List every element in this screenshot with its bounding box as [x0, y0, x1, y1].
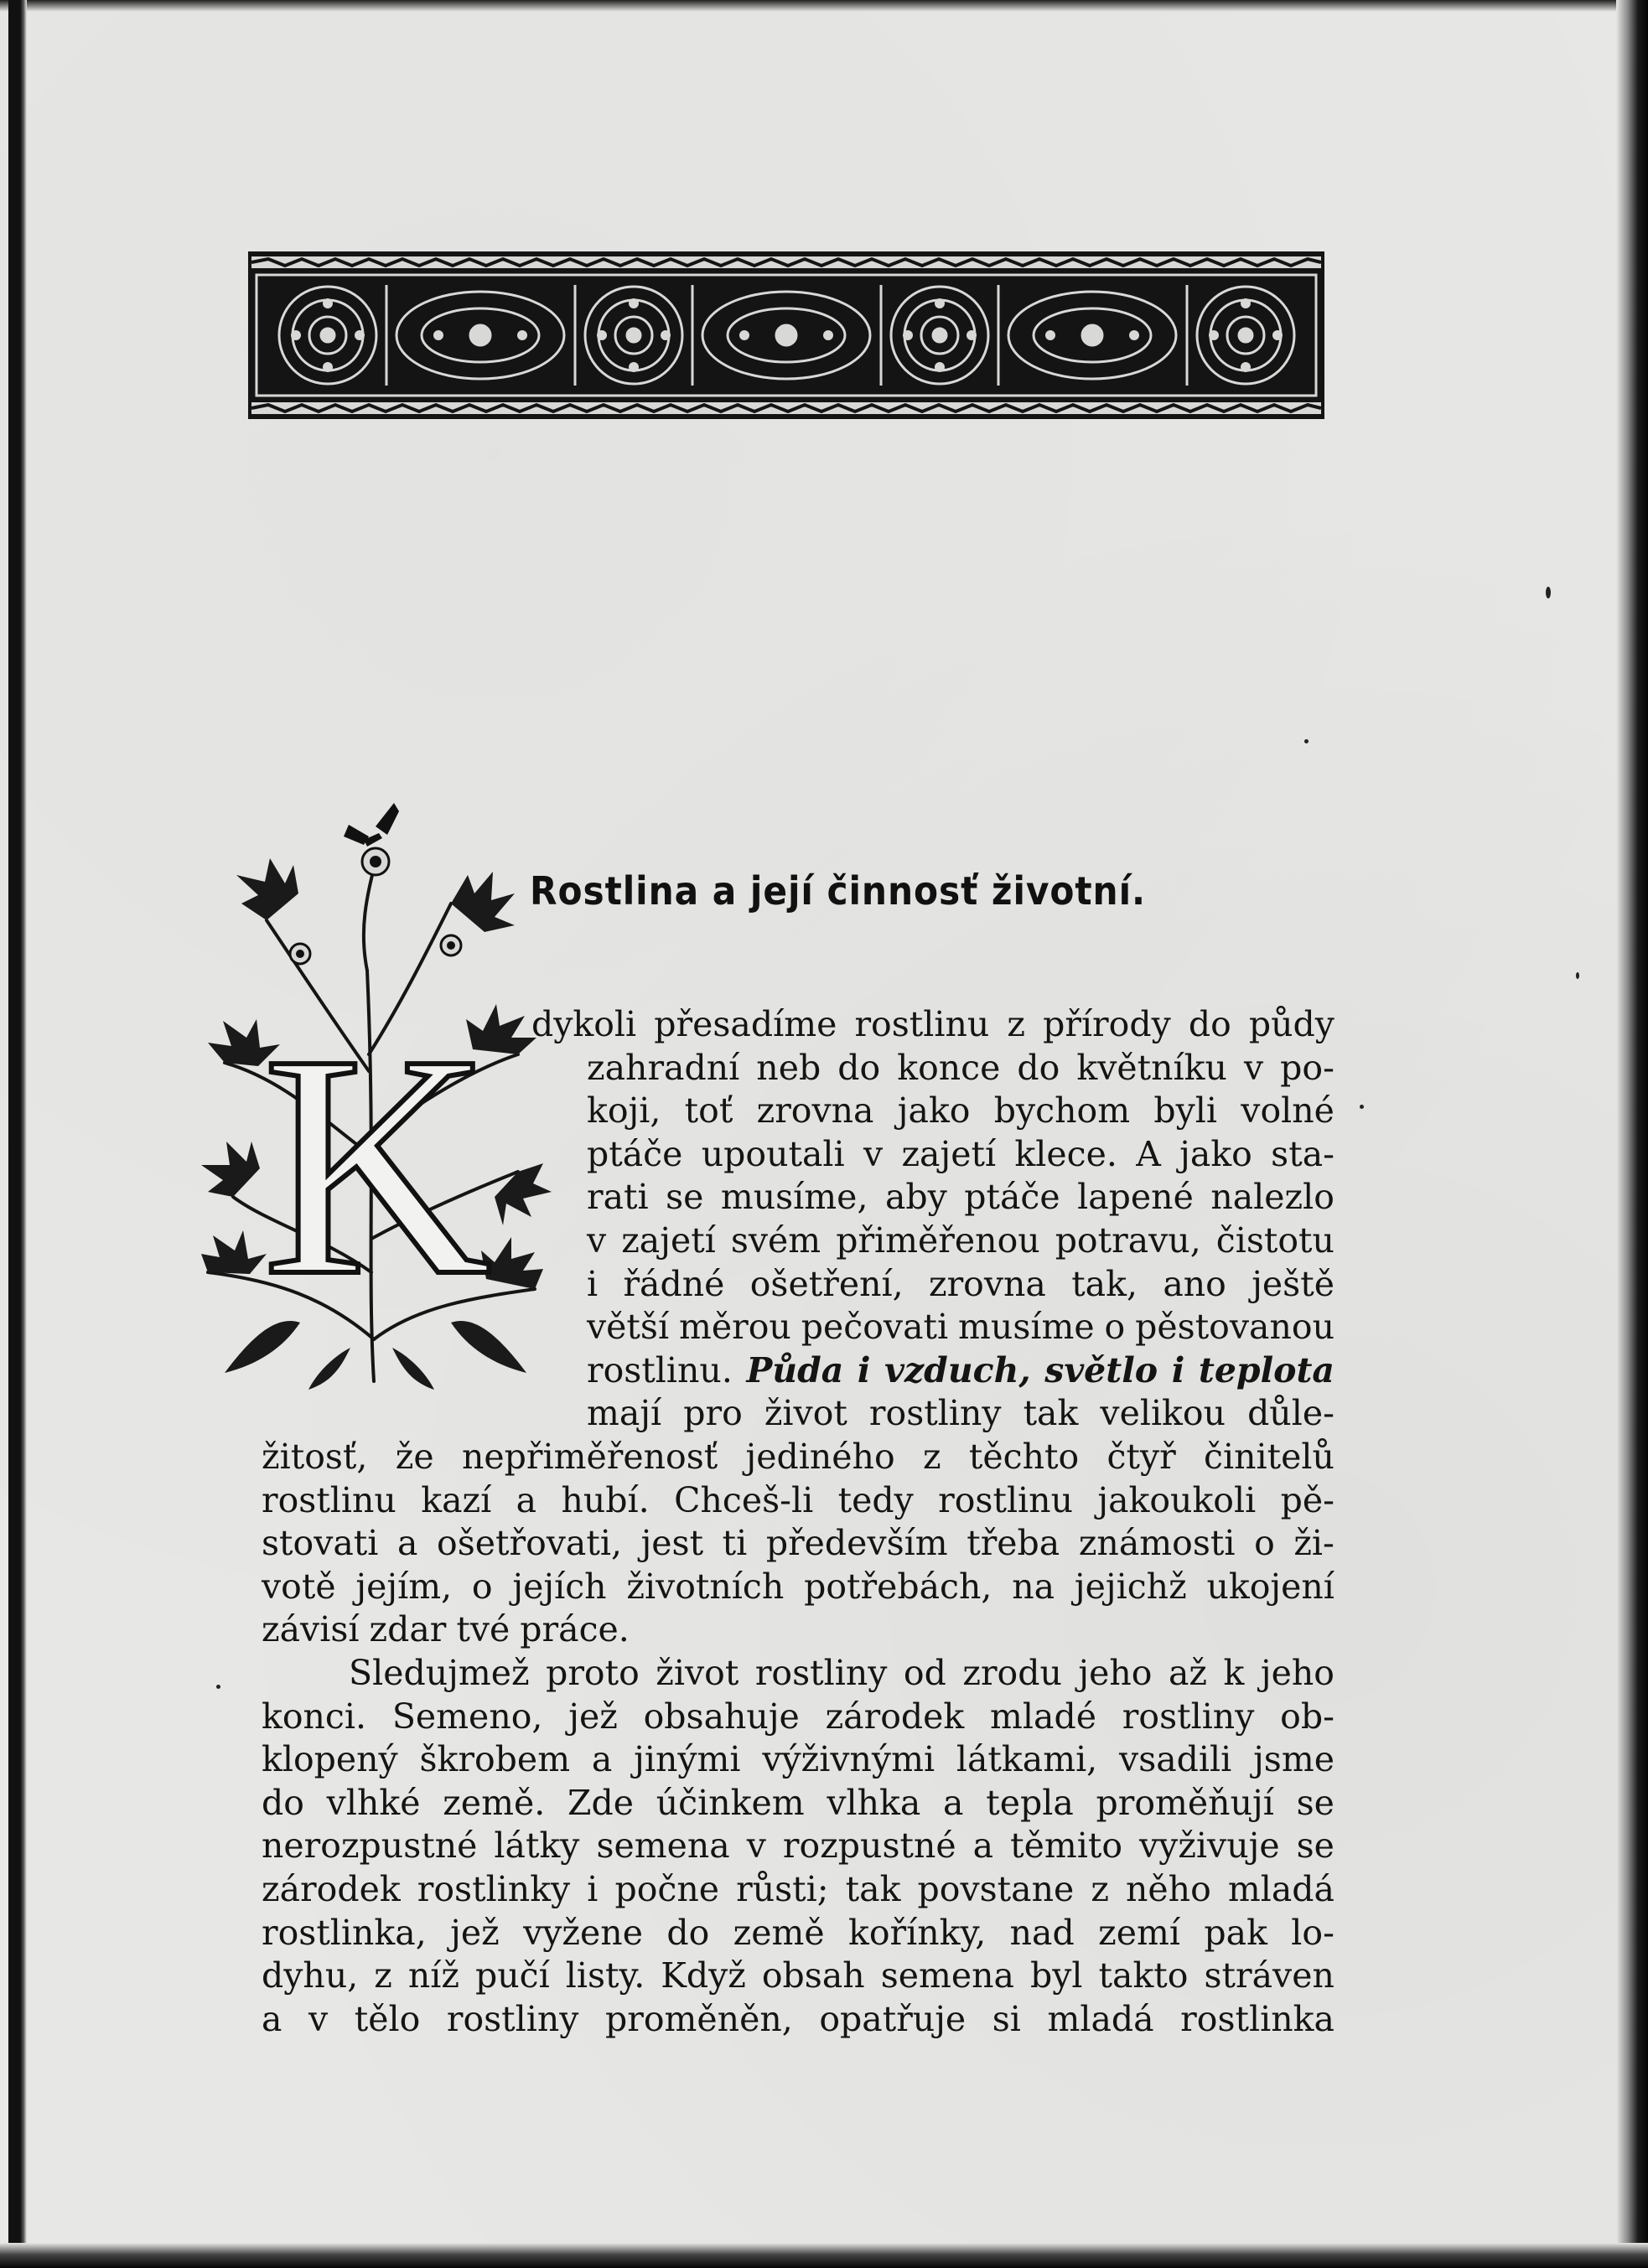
- text-word: tedy: [837, 1479, 914, 1520]
- text-word: jest: [640, 1523, 704, 1564]
- text-word: rostliny: [868, 1393, 1002, 1434]
- text-word: rostlinu.: [587, 1349, 733, 1390]
- scan-edge-right: [1616, 0, 1648, 2268]
- text-word: konce: [897, 1047, 1001, 1088]
- text-word: do: [1188, 1004, 1231, 1044]
- text-word: čtyř: [1106, 1437, 1176, 1477]
- text-line: [262, 1781, 1334, 1825]
- text-word: A: [1136, 1133, 1161, 1174]
- text-word: koji,: [587, 1090, 661, 1131]
- text-word: mladá: [1227, 1869, 1334, 1909]
- text-word: v: [863, 1133, 884, 1174]
- text-word: známosti: [1078, 1523, 1236, 1564]
- text-word: práce.: [520, 1609, 630, 1650]
- text-word: a: [516, 1479, 537, 1520]
- text-word: na: [1012, 1566, 1055, 1607]
- text-word: zrovna: [756, 1090, 874, 1131]
- text-line: [587, 1132, 1334, 1176]
- text-word: především: [765, 1523, 948, 1564]
- text-word: světlo: [1044, 1349, 1158, 1390]
- scan-speck: [1360, 1105, 1364, 1109]
- text-word: z: [1007, 1004, 1025, 1044]
- text-word: ti: [722, 1523, 748, 1564]
- text-word: ptáče: [964, 1177, 1060, 1218]
- text-word: i: [857, 1349, 871, 1390]
- text-word: jako: [1179, 1133, 1252, 1174]
- text-word: se: [1296, 1825, 1334, 1867]
- text-word: řádné: [623, 1263, 725, 1304]
- text-word: a: [262, 1998, 282, 2039]
- text-word: stráven: [1204, 1955, 1334, 1996]
- text-word: pě-: [1280, 1479, 1334, 1520]
- text-word: z: [374, 1955, 392, 1996]
- text-word: byli: [1153, 1090, 1218, 1131]
- text-word: a: [943, 1782, 964, 1823]
- text-word: rostlinu: [262, 1479, 396, 1520]
- text-word: zrodu: [962, 1653, 1062, 1693]
- text-word: pečovati: [801, 1307, 949, 1348]
- text-word: látkami,: [956, 1739, 1098, 1780]
- text-word: svém: [730, 1220, 821, 1261]
- text-word: země: [733, 1912, 825, 1953]
- scan-edge-bottom: [0, 2243, 1648, 2268]
- text-word: zárodek: [825, 1696, 965, 1737]
- text-word: povstane: [917, 1869, 1075, 1909]
- text-word: potřebách,: [804, 1566, 992, 1607]
- text-word: do: [262, 1782, 304, 1823]
- text-word: po-: [1280, 1047, 1334, 1088]
- text-word: z: [1091, 1869, 1109, 1909]
- text-word: rostlinu: [938, 1479, 1073, 1520]
- text-word: nepřiměřenosť: [461, 1437, 718, 1477]
- text-word: tvé: [456, 1609, 510, 1650]
- scan-edge-top: [0, 0, 1648, 12]
- text-word: přírody: [1043, 1004, 1171, 1044]
- text-word: zemí: [1098, 1912, 1180, 1953]
- text-word: ošetření,: [749, 1263, 904, 1304]
- text-word: proměňují: [1096, 1782, 1274, 1823]
- text-word: pěstovanou: [1135, 1307, 1334, 1348]
- text-word: mladá: [1047, 1998, 1154, 2039]
- text-word: a: [972, 1825, 994, 1867]
- text-word: těmito: [1010, 1825, 1122, 1867]
- text-word: a: [396, 1523, 418, 1564]
- scan-edge-left: [8, 0, 27, 2268]
- text-word: jež: [568, 1696, 618, 1737]
- text-word: život: [764, 1393, 847, 1434]
- text-word: musíme,: [720, 1177, 868, 1218]
- text-word: vlhké: [326, 1782, 421, 1823]
- text-word: mladé: [990, 1696, 1096, 1737]
- text-word: rostlinky: [417, 1869, 571, 1909]
- text-word: rostliny: [754, 1653, 888, 1693]
- text-line: [587, 1219, 1334, 1262]
- scan-speck: [216, 1685, 220, 1689]
- text-word: obsah: [761, 1955, 865, 1996]
- text-word: rostlinu: [854, 1004, 990, 1044]
- text-word: ukojení: [1206, 1566, 1334, 1607]
- text-word: obsahuje: [643, 1696, 800, 1737]
- text-word: jeho: [1078, 1653, 1153, 1693]
- text-word: takto: [1098, 1955, 1189, 1996]
- text-word: potravu,: [1055, 1220, 1201, 1261]
- text-word: dyhu,: [262, 1955, 359, 1996]
- text-word: pro: [683, 1393, 743, 1434]
- scan-speck: [1304, 739, 1309, 743]
- text-word: půdy: [1248, 1004, 1334, 1044]
- text-word: o: [471, 1566, 493, 1607]
- text-word: si: [992, 1998, 1021, 2039]
- text-word: semena: [596, 1825, 730, 1867]
- text-word: jeho: [1260, 1653, 1334, 1693]
- text-word: i: [587, 1869, 599, 1909]
- text-word: se: [666, 1177, 704, 1218]
- text-word: že: [395, 1437, 434, 1477]
- text-word: jinými: [634, 1739, 741, 1780]
- text-word: jejích: [512, 1566, 607, 1607]
- text-word: látky: [494, 1825, 580, 1867]
- text-word: důle-: [1247, 1393, 1334, 1434]
- text-word: velikou: [1100, 1393, 1226, 1434]
- text-word: růsti;: [736, 1869, 829, 1909]
- text-line: [587, 1175, 1334, 1219]
- text-word: listy.: [565, 1955, 645, 1996]
- text-word: třeba: [967, 1523, 1060, 1564]
- text-word: zárodek: [262, 1869, 401, 1909]
- text-word: pak: [1204, 1912, 1267, 1953]
- text-word: rati: [587, 1177, 649, 1218]
- text-word: něho: [1126, 1869, 1211, 1909]
- text-line: [262, 1435, 1334, 1478]
- text-line: [262, 1954, 1334, 1997]
- text-word: rostliny: [1122, 1696, 1255, 1737]
- text-word: jakoukoli: [1097, 1479, 1257, 1520]
- text-word: vyžene: [523, 1912, 643, 1953]
- text-word: teplota: [1198, 1349, 1334, 1390]
- text-line: [587, 1089, 1334, 1132]
- text-word: rostlinka,: [262, 1912, 427, 1953]
- text-line: [262, 1608, 640, 1651]
- text-word: hubí.: [561, 1479, 650, 1520]
- text-word: závisí: [262, 1609, 360, 1650]
- text-word: proto: [546, 1653, 640, 1693]
- text-word: bychom: [993, 1090, 1131, 1131]
- text-word: o: [1104, 1307, 1126, 1348]
- text-word: lapené: [1077, 1177, 1194, 1218]
- text-word: votě: [262, 1566, 336, 1607]
- text-word: zajetí: [901, 1133, 997, 1174]
- text-word: ob-: [1280, 1696, 1334, 1737]
- text-word: Půda: [746, 1349, 844, 1390]
- text-line: [587, 1262, 1334, 1306]
- text-word: opatřuje: [819, 1998, 967, 2039]
- text-word: rostlinka: [1180, 1998, 1334, 2039]
- text-word: počne: [614, 1869, 720, 1909]
- text-word: tak: [845, 1869, 901, 1909]
- text-word: sta-: [1271, 1133, 1334, 1174]
- text-line: [587, 1046, 1334, 1090]
- text-word: životních: [626, 1566, 785, 1607]
- text-word: vzduch,: [884, 1349, 1031, 1390]
- butterfly-icon: [344, 803, 399, 847]
- text-word: život: [656, 1653, 739, 1693]
- text-word: stovati: [262, 1523, 379, 1564]
- text-line: [587, 1305, 1334, 1349]
- text-word: nerozpustné: [262, 1825, 478, 1867]
- text-word: kořínky,: [848, 1912, 987, 1953]
- text-word: činitelů: [1204, 1437, 1334, 1477]
- text-word: až: [1168, 1653, 1208, 1693]
- text-word: Sledujmež: [349, 1653, 530, 1693]
- text-word: níž: [407, 1955, 459, 1996]
- text-word: do: [837, 1047, 881, 1088]
- text-word: v: [1243, 1047, 1264, 1088]
- text-word: byl: [1030, 1955, 1083, 1996]
- text-word: jejichž: [1074, 1566, 1187, 1607]
- text-word: kazí: [421, 1479, 492, 1520]
- text-word: aby: [884, 1177, 947, 1218]
- text-word: klopený: [262, 1739, 398, 1780]
- text-word: těchto: [968, 1437, 1080, 1477]
- text-word: dykoli: [531, 1004, 637, 1044]
- text-line: [262, 1911, 1334, 1955]
- text-line: [262, 1565, 1334, 1608]
- text-word: a: [591, 1739, 613, 1780]
- text-word: konci.: [262, 1696, 367, 1737]
- text-word: mají: [587, 1393, 662, 1434]
- text-word: semena: [880, 1955, 1014, 1996]
- text-word: toť: [684, 1090, 733, 1131]
- text-word: v: [746, 1825, 766, 1867]
- text-line: [262, 1867, 1334, 1911]
- text-word: škrobem: [419, 1739, 571, 1780]
- text-word: čistotu: [1215, 1220, 1334, 1261]
- text-word: ještě: [1252, 1263, 1334, 1304]
- ornamental-headpiece: [248, 251, 1324, 419]
- text-word: zrovna: [928, 1263, 1046, 1304]
- text-word: tak,: [1071, 1263, 1138, 1304]
- text-word: měrou: [678, 1307, 791, 1348]
- text-line: [262, 1737, 1334, 1781]
- text-word: ošetřovati,: [437, 1523, 622, 1564]
- text-word: rostliny: [446, 1998, 579, 2039]
- text-word: zahradní: [587, 1047, 740, 1088]
- text-word: jako: [897, 1090, 971, 1131]
- text-word: rozpustné: [782, 1825, 956, 1867]
- text-line: [531, 1002, 1334, 1046]
- text-word: klece.: [1014, 1133, 1117, 1174]
- drop-cap-illustration: [200, 803, 552, 1390]
- text-word: v: [308, 1998, 329, 2039]
- text-word: do: [1017, 1047, 1060, 1088]
- text-word: i: [587, 1263, 599, 1304]
- text-word: vsadili: [1119, 1739, 1232, 1780]
- scan-speck: [1576, 972, 1579, 979]
- text-line: [349, 1651, 1334, 1695]
- text-word: přiměřenou: [836, 1220, 1040, 1261]
- text-word: země.: [443, 1782, 546, 1823]
- text-line: [587, 1349, 1334, 1392]
- text-word: Semeno,: [391, 1696, 543, 1737]
- text-word: tepla: [986, 1782, 1074, 1823]
- text-word: proměněn,: [605, 1998, 793, 2039]
- text-word: výživnými: [762, 1739, 935, 1780]
- text-line: [262, 1695, 1334, 1738]
- text-word: neb: [756, 1047, 821, 1088]
- text-line: [262, 1997, 1334, 2041]
- text-word: jež: [450, 1912, 500, 1953]
- text-word: větší: [587, 1307, 670, 1348]
- text-word: vyživuje: [1139, 1825, 1280, 1867]
- chapter-title: Rostlina a její činnosť životní.: [530, 868, 1147, 914]
- text-line: [262, 1521, 1334, 1565]
- text-word: do: [666, 1912, 710, 1953]
- text-word: jsme: [1253, 1739, 1334, 1780]
- text-word: nalezlo: [1210, 1177, 1334, 1218]
- text-word: se: [1296, 1782, 1334, 1823]
- text-word: v: [587, 1220, 607, 1261]
- text-word: žitosť,: [262, 1437, 368, 1477]
- text-line: [262, 1824, 1334, 1867]
- text-word: Zde: [567, 1782, 634, 1823]
- text-word: nad: [1009, 1912, 1075, 1953]
- text-word: od: [903, 1653, 946, 1693]
- text-word: účinkem: [656, 1782, 805, 1823]
- text-word: lo-: [1291, 1912, 1334, 1953]
- text-word: ži-: [1293, 1523, 1334, 1564]
- text-word: ano: [1163, 1263, 1226, 1304]
- text-word: jediného: [745, 1437, 895, 1477]
- scan-speck: [1546, 587, 1551, 598]
- text-word: ptáče: [587, 1133, 683, 1174]
- text-word: Chceš-li: [674, 1479, 814, 1520]
- text-word: k: [1223, 1653, 1245, 1693]
- text-word: upoutali: [701, 1133, 845, 1174]
- text-word: vlhka: [827, 1782, 921, 1823]
- text-line: [262, 1478, 1334, 1522]
- text-word: o: [1254, 1523, 1275, 1564]
- text-word: přesadíme: [654, 1004, 837, 1044]
- text-word: Když: [661, 1955, 746, 1996]
- text-word: pučí: [475, 1955, 550, 1996]
- text-word: zajetí: [621, 1220, 716, 1261]
- text-word: tělo: [354, 1998, 421, 2039]
- text-word: z: [922, 1437, 941, 1477]
- text-word: tak: [1023, 1393, 1079, 1434]
- text-word: zdar: [369, 1609, 447, 1650]
- text-word: musíme: [958, 1307, 1095, 1348]
- text-word: květníku: [1076, 1047, 1227, 1088]
- text-word: volné: [1241, 1090, 1334, 1131]
- text-word: i: [1171, 1349, 1185, 1390]
- text-line: [587, 1391, 1334, 1435]
- text-word: jejím,: [355, 1566, 453, 1607]
- drop-cap-letter: K: [262, 989, 493, 1342]
